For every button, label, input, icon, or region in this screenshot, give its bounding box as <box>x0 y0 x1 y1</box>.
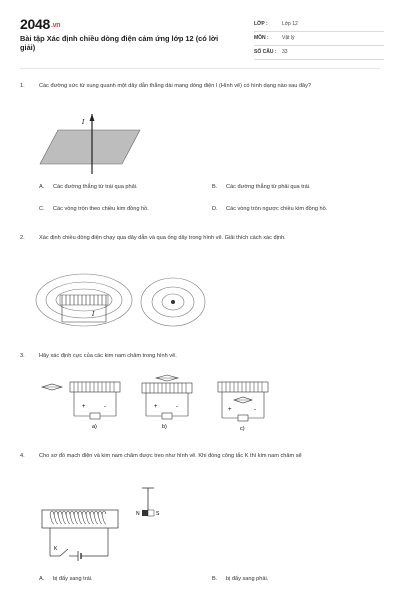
option-1d[interactable]: D. Các vòng tròn ngược chiều kim đồng hồ. <box>212 206 328 212</box>
figure-label-a: a) <box>92 424 97 430</box>
option-1c[interactable]: C. Các vòng tròn theo chiều kim đồng hồ. <box>39 206 149 212</box>
site-logo[interactable] <box>20 16 60 32</box>
meta-key: MÔN : <box>254 35 269 41</box>
meta-value: Lớp 12 <box>282 21 298 27</box>
meta-row-count <box>254 46 384 60</box>
figure-circuit-magnet <box>38 484 168 568</box>
current-label: I <box>92 311 95 318</box>
magnet-n-label: N <box>136 511 140 517</box>
question-number: 2. <box>20 235 25 241</box>
figure-3b <box>134 370 204 430</box>
current-label: I <box>82 119 85 126</box>
option-4a[interactable]: A. bị đẩy sang trái. <box>39 576 93 582</box>
svg-text:+: + <box>154 404 158 410</box>
magnet-s-label: S <box>156 511 160 517</box>
meta-info-box <box>254 18 384 60</box>
option-4b[interactable]: B. bị đẩy sang phải. <box>212 576 269 582</box>
figure-3c <box>214 378 274 434</box>
meta-key: SỐ CÂU : <box>254 49 277 55</box>
question-text: Cho sơ đồ mạch điện và kim nam châm được treo như hình vẽ. Khi đóng công tắc K thì kim nam châm sẽ <box>39 453 302 459</box>
question-text: Các đường sức từ xung quanh một dây dẫn thẳng dài mang dòng điện I (Hình vẽ) có hình dạng nào sau đây? <box>39 83 312 89</box>
meta-value: 33 <box>282 49 288 55</box>
option-1b[interactable]: B. Các đường thẳng từ phải qua trái. <box>212 184 311 190</box>
question-number: 1. <box>20 83 25 89</box>
figure-3a <box>40 374 130 430</box>
question-number: 3. <box>20 353 25 359</box>
question-text: Xác định chiều dòng điện chạy qua dây dẫn và qua ống dây trong hình vẽ. Giải thích cách xác định. <box>39 235 286 241</box>
svg-text:+: + <box>82 404 86 410</box>
question-text: Hãy xác định cực của các kim nam châm trong hình vẽ. <box>39 353 177 359</box>
meta-row-class <box>254 18 384 32</box>
option-1a[interactable]: A. Các đường thẳng từ trái qua phải. <box>39 184 138 190</box>
figure-concentric-field <box>138 272 208 332</box>
logo-suffix: .vn <box>50 21 61 29</box>
document-header <box>20 14 380 64</box>
meta-value: Vật lý <box>282 35 295 41</box>
svg-text:-: - <box>176 404 178 410</box>
figure-label-b: b) <box>162 424 167 430</box>
meta-row-subject <box>254 32 384 46</box>
figure-solenoid-field <box>34 270 134 336</box>
header-divider <box>20 68 380 69</box>
page-title: Bài tập Xác định chiều dòng điện cảm ứng lớp 12 (có lời giải) <box>20 34 219 52</box>
svg-text:-: - <box>254 407 256 413</box>
svg-text:-: - <box>104 404 106 410</box>
svg-text:+: + <box>228 407 232 413</box>
figure-label-c: c) <box>240 426 245 432</box>
switch-label: K <box>54 546 58 552</box>
logo-text: 2048 <box>20 16 50 32</box>
figure-straight-wire <box>40 112 140 172</box>
question-number: 4. <box>20 453 25 459</box>
meta-key: LỚP : <box>254 21 268 27</box>
